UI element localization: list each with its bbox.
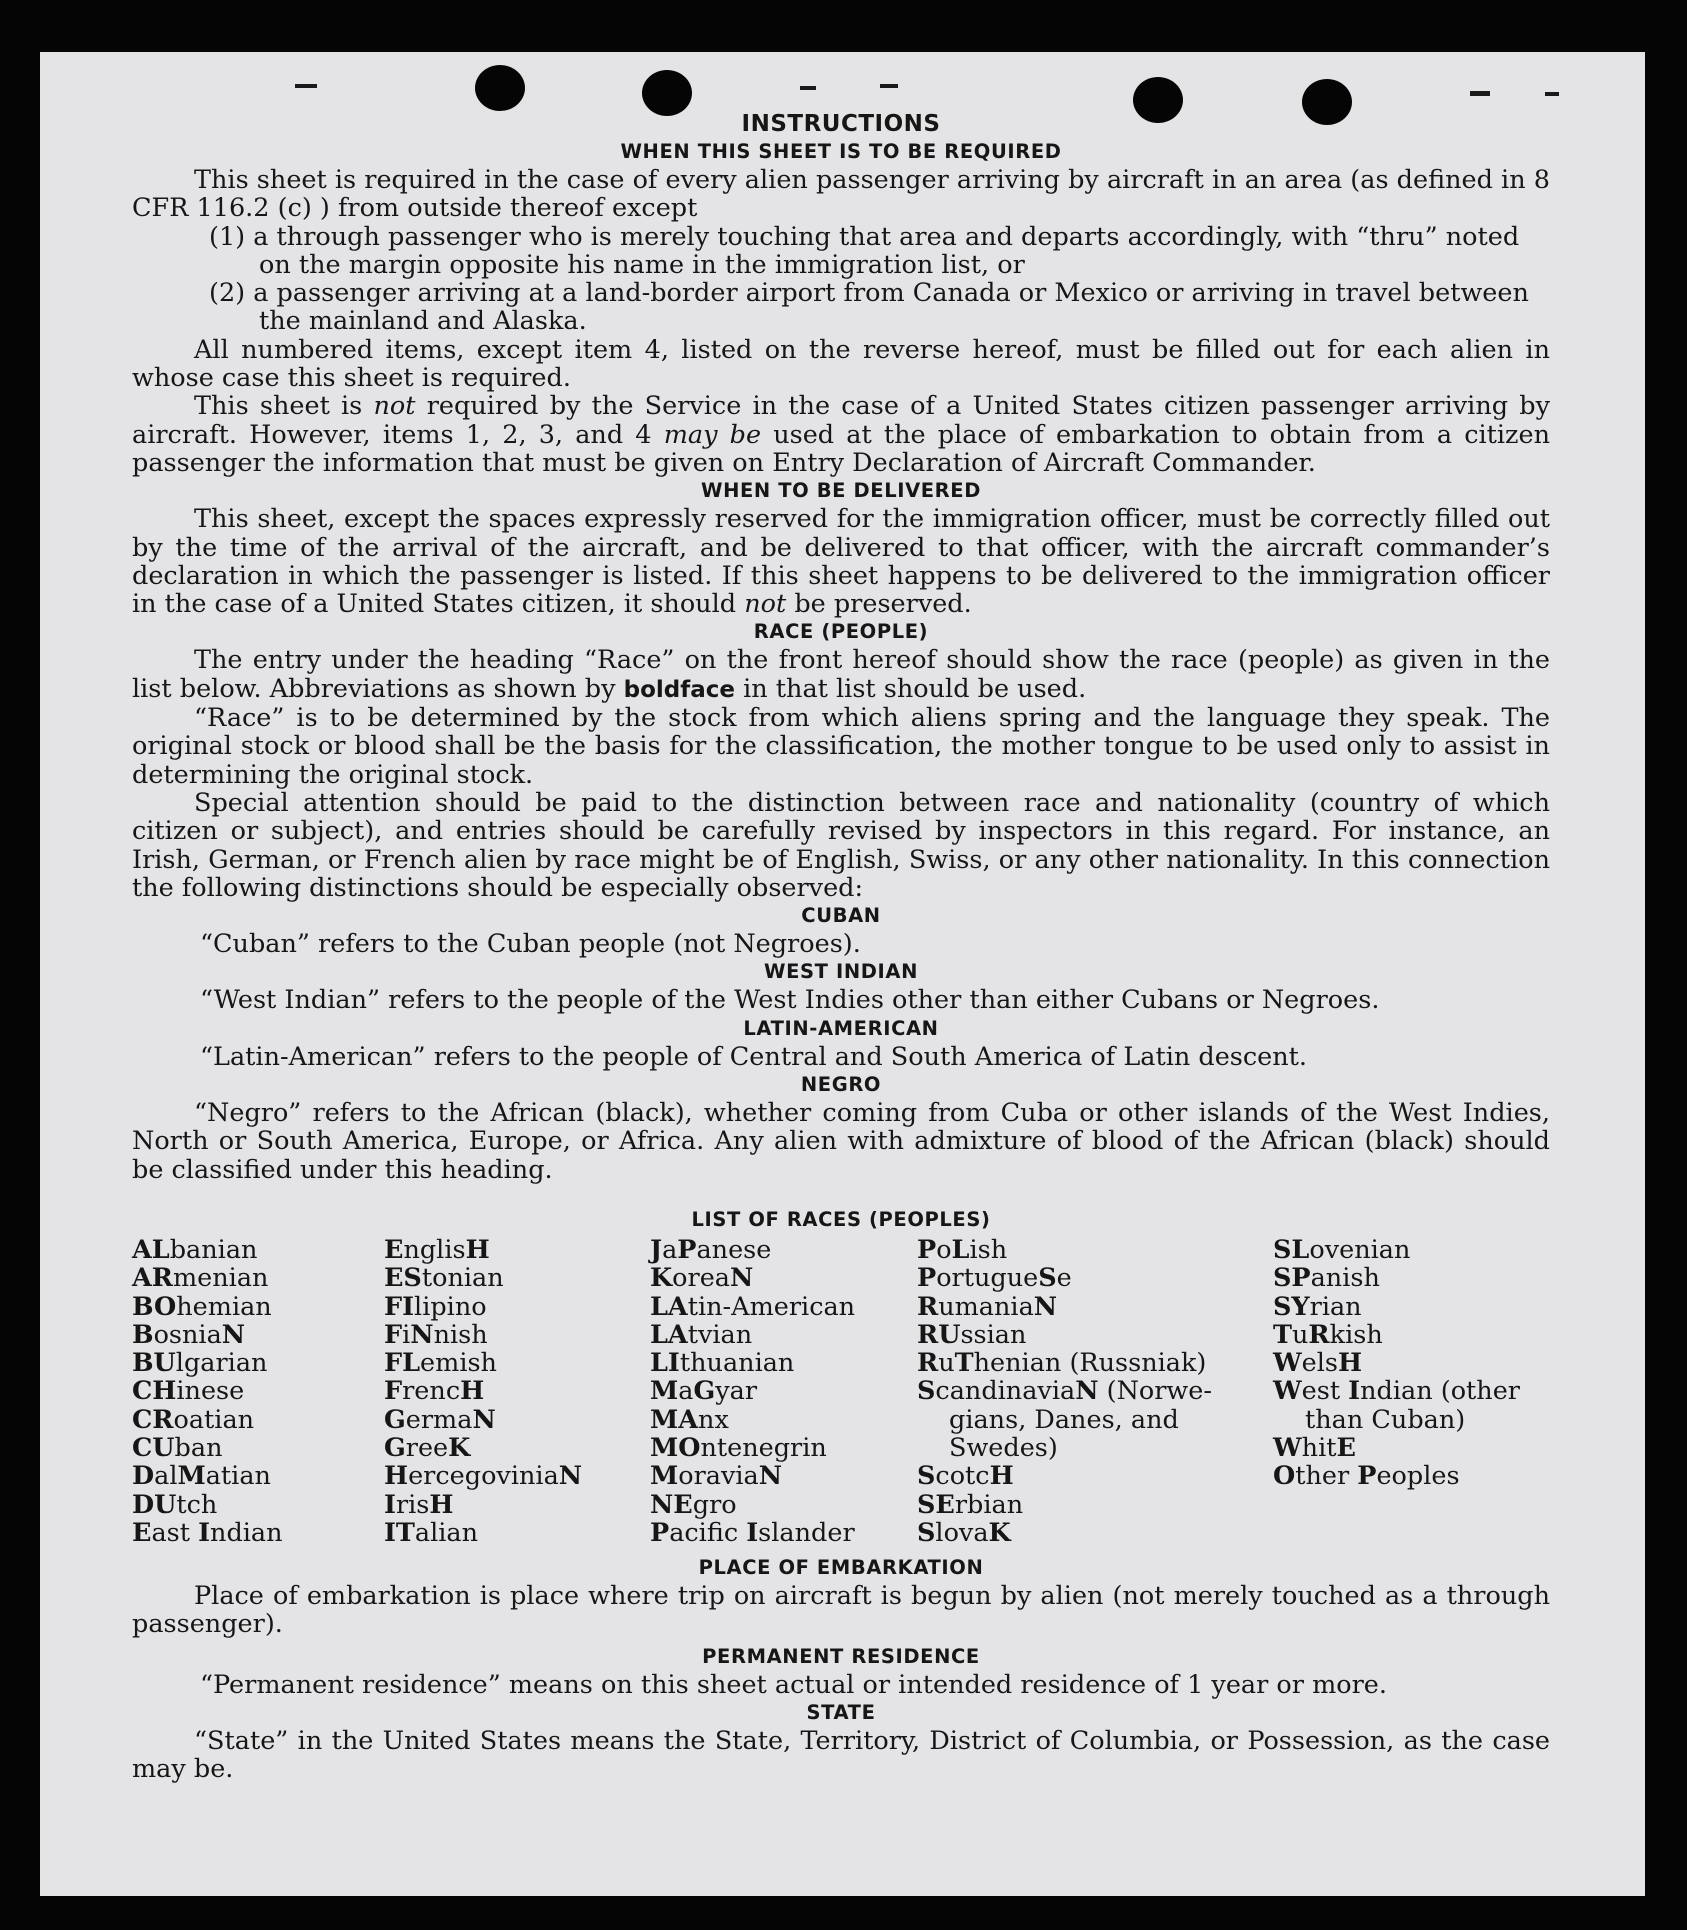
scan-mark xyxy=(295,84,317,88)
page-title: INSTRUCTIONS xyxy=(741,111,941,137)
race-abbrev: M xyxy=(650,1461,679,1492)
race-abbrev: SY xyxy=(1273,1291,1310,1322)
italic-text: not xyxy=(744,589,787,620)
race-text: anish xyxy=(1310,1263,1380,1294)
race-entry xyxy=(917,1264,1227,1292)
race-abbrev: W xyxy=(1273,1376,1302,1407)
text-run: in that list should be used. xyxy=(735,673,1087,704)
race-text: oatian xyxy=(173,1404,255,1435)
race-abbrev: SE xyxy=(917,1489,955,1520)
race-text: nx xyxy=(698,1404,729,1435)
race-list xyxy=(132,1236,1550,1554)
section-heading: WHEN THIS SHEET IS TO BE REQUIRED xyxy=(620,140,1062,163)
race-text: ndian (other xyxy=(1360,1376,1520,1407)
race-entry-continuation: than Cuban) xyxy=(1305,1404,1466,1435)
race-entry-continuation: Swedes) xyxy=(949,1432,1058,1463)
race-abbrev: D xyxy=(132,1461,155,1492)
race-abbrev: M xyxy=(650,1376,679,1407)
race-abbrev: H xyxy=(384,1461,409,1492)
race-entry xyxy=(650,1293,915,1321)
paragraph xyxy=(132,505,1550,618)
race-entry xyxy=(917,1462,1227,1490)
race-abbrev: W xyxy=(1273,1432,1302,1463)
race-text: est xyxy=(1301,1376,1349,1407)
race-text: ercegovinia xyxy=(408,1461,559,1492)
race-text: ris xyxy=(395,1489,430,1520)
race-entry xyxy=(1273,1462,1551,1490)
race-text: els xyxy=(1301,1348,1338,1379)
race-entry xyxy=(1273,1264,1551,1292)
race-text: candinavia xyxy=(935,1376,1076,1407)
race-abbrev: S xyxy=(917,1461,936,1492)
list-item: (2) a passenger arriving at a land-border airport from Canada or Mexico or arriving in travel between the mainland and Alaska. xyxy=(209,278,1529,337)
race-text: ast xyxy=(151,1517,199,1548)
race-text: orea xyxy=(672,1263,731,1294)
section-heading: WHEN TO BE DELIVERED xyxy=(700,479,982,503)
race-text: inese xyxy=(176,1376,245,1407)
race-entry xyxy=(650,1406,915,1434)
race-entry xyxy=(132,1519,372,1547)
race-text: ovenian xyxy=(1309,1234,1411,1265)
race-abbrev: S xyxy=(917,1517,936,1548)
race-entry xyxy=(917,1491,1227,1519)
race-abbrev: E xyxy=(1336,1432,1356,1463)
scan-mark xyxy=(1545,92,1559,96)
paragraph: “Permanent residence” means on this sheet actual or intended residence of 1 year or more. xyxy=(200,1669,1387,1700)
italic-text: may be xyxy=(663,419,762,450)
race-entry xyxy=(1273,1434,1551,1462)
race-abbrev: R xyxy=(1308,1319,1330,1350)
race-abbrev: H xyxy=(989,1461,1014,1492)
race-column xyxy=(384,1236,644,1547)
race-entry xyxy=(132,1264,372,1292)
race-abbrev: F xyxy=(384,1376,403,1407)
race-entry xyxy=(384,1491,644,1519)
punch-hole xyxy=(475,65,525,111)
race-text: ssian xyxy=(960,1319,1027,1350)
paragraph: “Race” is to be determined by the stock from which aliens spring and the language they speak. The original stock or blood shall be the basis for the classification, the mother tongue to be used only to assist in determining the original stock. xyxy=(132,703,1550,790)
race-abbrev: MA xyxy=(650,1404,699,1435)
race-text: eoples xyxy=(1376,1461,1460,1492)
race-abbrev: P xyxy=(650,1517,670,1548)
race-text: erma xyxy=(405,1404,473,1435)
race-text: alian xyxy=(414,1517,479,1548)
list-item: (1) a through passenger who is merely touching that area and departs accordingly, with “thru” noted on the margin opposite his name in the immigration list, or xyxy=(209,221,1520,280)
text-run: This sheet, except the spaces expressly reserved for the immigration officer, must be correctly filled out by the time of the arrival of the aircraft, and be delivered to that officer, with the aircraft commander’s declaration in which the passenger is listed. If this sheet happens to be delivered to the immigration officer in the case of a United States citizen, it should xyxy=(132,504,1550,620)
race-text: a xyxy=(678,1376,694,1407)
race-entry xyxy=(917,1321,1227,1349)
race-text: nglis xyxy=(403,1234,466,1265)
race-abbrev: S xyxy=(1038,1263,1057,1294)
race-abbrev: I xyxy=(746,1517,759,1548)
race-text: ortugue xyxy=(936,1263,1039,1294)
race-abbrev: MO xyxy=(650,1432,701,1463)
race-entry xyxy=(132,1236,372,1264)
race-text: ndian xyxy=(210,1517,283,1548)
race-abbrev: S xyxy=(917,1376,936,1407)
race-abbrev: H xyxy=(1337,1348,1363,1379)
section-heading: PLACE OF EMBARKATION xyxy=(698,1555,984,1579)
race-abbrev: N xyxy=(472,1404,496,1435)
race-text: hemian xyxy=(176,1291,272,1322)
race-entry xyxy=(132,1462,372,1490)
text-run: This sheet is xyxy=(194,391,374,422)
race-abbrev: P xyxy=(677,1234,697,1265)
race-column xyxy=(1273,1236,1551,1491)
race-text: yar xyxy=(715,1376,758,1407)
race-entry xyxy=(384,1377,644,1405)
race-entry xyxy=(384,1264,644,1292)
race-abbrev: I xyxy=(384,1489,396,1520)
race-entry xyxy=(384,1293,644,1321)
race-abbrev: N xyxy=(558,1461,583,1492)
section-heading: LIST OF RACES (PEOPLES) xyxy=(691,1207,991,1231)
race-abbrev: CU xyxy=(132,1432,175,1463)
race-text: emish xyxy=(420,1348,497,1379)
section-heading: NEGRO xyxy=(800,1073,882,1097)
paragraph xyxy=(132,646,1550,704)
section-heading: RACE (PEOPLE) xyxy=(753,620,929,644)
race-abbrev: BU xyxy=(132,1348,176,1379)
race-abbrev: LA xyxy=(650,1319,688,1350)
race-abbrev: CH xyxy=(132,1376,177,1407)
race-entry xyxy=(1273,1236,1551,1264)
race-abbrev: AR xyxy=(132,1263,173,1294)
section-heading: CUBAN xyxy=(801,904,881,928)
race-text: cotc xyxy=(935,1461,990,1492)
text-run: used at the place of embarkation to obtain from a citizen passenger the information that must be given on Entry Declaration of Aircraft Commander. xyxy=(132,419,1551,478)
scan-mark xyxy=(880,84,898,88)
race-entry-continuation: gians, Danes, and xyxy=(949,1404,1179,1435)
race-entry xyxy=(650,1491,915,1519)
race-entry xyxy=(917,1293,1227,1321)
race-abbrev: T xyxy=(954,1348,974,1379)
race-entry xyxy=(917,1236,1227,1264)
bold-text: boldface xyxy=(623,676,735,703)
race-entry xyxy=(132,1321,372,1349)
race-abbrev: LI xyxy=(650,1348,680,1379)
paragraph: All numbered items, except item 4, listed on the reverse hereof, must be filled out for each alien in whose case this sheet is required. xyxy=(132,334,1550,394)
race-text: ish xyxy=(969,1234,1008,1265)
race-abbrev: FL xyxy=(384,1348,421,1379)
race-abbrev: O xyxy=(1273,1461,1296,1492)
scan-mark xyxy=(1470,91,1490,96)
italic-text: not xyxy=(373,391,416,422)
race-entry xyxy=(650,1236,915,1264)
race-text: rian xyxy=(1309,1291,1362,1322)
race-abbrev: I xyxy=(1348,1376,1361,1407)
race-abbrev: H xyxy=(429,1489,454,1520)
race-abbrev: M xyxy=(177,1461,206,1492)
race-text: osnia xyxy=(153,1319,222,1350)
race-abbrev: G xyxy=(384,1404,406,1435)
race-entry xyxy=(650,1349,915,1377)
race-entry xyxy=(132,1377,372,1405)
race-abbrev: I xyxy=(198,1517,211,1548)
race-abbrev: K xyxy=(988,1517,1011,1548)
race-text: u xyxy=(938,1348,955,1379)
race-abbrev: N xyxy=(730,1263,754,1294)
race-entry xyxy=(650,1434,915,1462)
race-entry xyxy=(1273,1349,1551,1377)
race-abbrev: RU xyxy=(917,1319,961,1350)
race-abbrev: R xyxy=(917,1348,939,1379)
paragraph: “State” in the United States means the State, Territory, District of Columbia, or Possession, as the case may be. xyxy=(132,1725,1550,1785)
race-abbrev: BO xyxy=(132,1291,177,1322)
race-abbrev: H xyxy=(465,1234,490,1265)
race-text: lova xyxy=(935,1517,989,1548)
race-text: lgarian xyxy=(175,1348,268,1379)
race-abbrev: H xyxy=(460,1376,485,1407)
race-abbrev: N xyxy=(1033,1291,1058,1322)
race-entry xyxy=(384,1236,644,1264)
race-text: tch xyxy=(176,1489,218,1520)
race-abbrev: ES xyxy=(384,1263,422,1294)
section-heading: LATIN-AMERICAN xyxy=(743,1016,939,1040)
race-text: thuanian xyxy=(679,1348,795,1379)
text-run: The entry under the heading “Race” on the front hereof should show the race (people) as given in the list below. Abbreviations as shown by xyxy=(132,645,1550,704)
race-text: ban xyxy=(174,1432,223,1463)
race-entry xyxy=(650,1377,915,1405)
race-abbrev: E xyxy=(132,1517,152,1548)
race-text: ree xyxy=(405,1432,449,1463)
race-entry xyxy=(1273,1293,1551,1321)
race-abbrev: G xyxy=(384,1432,406,1463)
race-entry xyxy=(650,1321,915,1349)
race-text: slander xyxy=(758,1517,855,1548)
race-abbrev: L xyxy=(951,1234,970,1265)
race-text: oravia xyxy=(678,1461,759,1492)
race-entry xyxy=(1273,1321,1551,1349)
scan-mark xyxy=(800,86,816,90)
race-abbrev: FI xyxy=(384,1291,415,1322)
race-abbrev: N xyxy=(221,1319,246,1350)
race-entry xyxy=(650,1264,915,1292)
race-text: o xyxy=(936,1234,952,1265)
race-text: menian xyxy=(172,1263,269,1294)
race-abbrev: E xyxy=(384,1234,404,1265)
race-entry xyxy=(917,1519,1227,1547)
race-abbrev: DU xyxy=(132,1489,177,1520)
race-text: nish xyxy=(433,1319,488,1350)
race-entry xyxy=(384,1434,644,1462)
race-entry xyxy=(917,1377,1227,1405)
race-abbrev: SL xyxy=(1273,1234,1310,1265)
text-run: be preserved. xyxy=(786,589,972,620)
race-abbrev: P xyxy=(917,1234,937,1265)
race-entry xyxy=(384,1321,644,1349)
race-text: banian xyxy=(169,1234,258,1265)
race-abbrev: F xyxy=(384,1319,403,1350)
race-abbrev: R xyxy=(917,1291,939,1322)
section-heading: WEST INDIAN xyxy=(764,960,918,984)
race-abbrev: N xyxy=(758,1461,783,1492)
race-text: rbian xyxy=(954,1489,1024,1520)
race-text: renc xyxy=(402,1376,461,1407)
race-text: tin-American xyxy=(687,1291,856,1322)
instructions-content xyxy=(132,110,1550,1783)
race-entry xyxy=(650,1462,915,1490)
race-abbrev: CR xyxy=(132,1404,174,1435)
race-text: anese xyxy=(696,1234,772,1265)
race-entry xyxy=(132,1349,372,1377)
race-text: henian (Russniak) xyxy=(973,1348,1207,1379)
race-column xyxy=(132,1236,372,1547)
race-abbrev: NE xyxy=(650,1489,693,1520)
race-entry xyxy=(132,1491,372,1519)
paragraph: This sheet is required in the case of every alien passenger arriving by aircraft in an area (as defined in 8 CFR 116.2 (c) ) from outside thereof except xyxy=(132,165,1550,224)
race-text: e xyxy=(1056,1263,1072,1294)
paragraph: “Cuban” refers to the Cuban people (not Negroes). xyxy=(200,929,861,960)
document-sheet xyxy=(40,52,1645,1896)
race-abbrev: IT xyxy=(384,1517,415,1548)
race-text: tonian xyxy=(421,1263,504,1294)
section-heading: PERMANENT RESIDENCE xyxy=(702,1644,980,1668)
race-text: a xyxy=(662,1234,678,1265)
race-abbrev: J xyxy=(650,1234,663,1265)
race-entry xyxy=(384,1462,644,1490)
race-entry xyxy=(384,1519,644,1547)
paragraph: Place of embarkation is place where trip on aircraft is begun by alien (not merely touched as a through passenger). xyxy=(132,1580,1550,1640)
race-abbrev: AL xyxy=(132,1234,170,1265)
race-text: acific xyxy=(669,1517,747,1548)
race-column xyxy=(917,1236,1227,1547)
race-text: kish xyxy=(1329,1319,1383,1350)
race-text: ther xyxy=(1295,1461,1358,1492)
paragraph xyxy=(132,392,1550,477)
race-text: ntenegrin xyxy=(700,1432,827,1463)
race-abbrev: T xyxy=(1273,1319,1292,1350)
race-column xyxy=(650,1236,915,1547)
race-text: atian xyxy=(205,1461,271,1492)
race-entry xyxy=(917,1349,1227,1377)
race-abbrev: K xyxy=(448,1432,471,1463)
race-text: lipino xyxy=(414,1291,487,1322)
race-entry xyxy=(650,1519,915,1547)
race-entry xyxy=(132,1434,372,1462)
race-abbrev: G xyxy=(693,1376,716,1407)
race-abbrev: SP xyxy=(1273,1263,1311,1294)
race-text: umania xyxy=(938,1291,1034,1322)
race-text: u xyxy=(1291,1319,1309,1350)
race-entry xyxy=(132,1293,372,1321)
race-entry xyxy=(384,1349,644,1377)
paragraph: “Latin-American” refers to the people of Central and South America of Latin descent. xyxy=(200,1041,1308,1072)
paragraph: “Negro” refers to the African (black), whether coming from Cuba or other islands of the West Indies, North or South America, Europe, or Africa. Any alien with admixture of blood of the African (black) should be classified under this heading. xyxy=(132,1098,1550,1185)
race-text: tvian xyxy=(687,1319,753,1350)
race-abbrev: LA xyxy=(650,1291,688,1322)
section-heading: STATE xyxy=(806,1700,876,1724)
race-abbrev: K xyxy=(650,1263,673,1294)
race-text: (Norwe- xyxy=(1098,1376,1212,1407)
race-abbrev: B xyxy=(132,1319,154,1350)
race-text: al xyxy=(154,1461,178,1492)
race-abbrev: N xyxy=(1075,1376,1099,1407)
race-text: gro xyxy=(692,1489,737,1520)
race-text: hit xyxy=(1301,1432,1337,1463)
race-entry xyxy=(132,1406,372,1434)
race-abbrev: P xyxy=(1357,1461,1377,1492)
text-run: required by the Service in the case of a United States citizen passenger arriving by aircraft. However, items 1, 2, 3, and 4 xyxy=(132,391,1551,450)
race-abbrev: N xyxy=(410,1319,434,1350)
race-text: i xyxy=(402,1319,411,1350)
race-entry xyxy=(1273,1377,1551,1405)
race-abbrev: W xyxy=(1273,1348,1302,1379)
race-entry xyxy=(384,1406,644,1434)
race-abbrev: P xyxy=(917,1263,937,1294)
paragraph: “West Indian” refers to the people of the West Indies other than either Cubans or Negroes. xyxy=(200,985,1380,1016)
paragraph: Special attention should be paid to the distinction between race and nationality (country of which citizen or subject), and entries should be carefully revised by inspectors in this regard. For instance, an Irish, German, or French alien by race might be of English, Swiss, or any other nationality. In this connection the following distinctions should be especially observed: xyxy=(132,787,1550,903)
